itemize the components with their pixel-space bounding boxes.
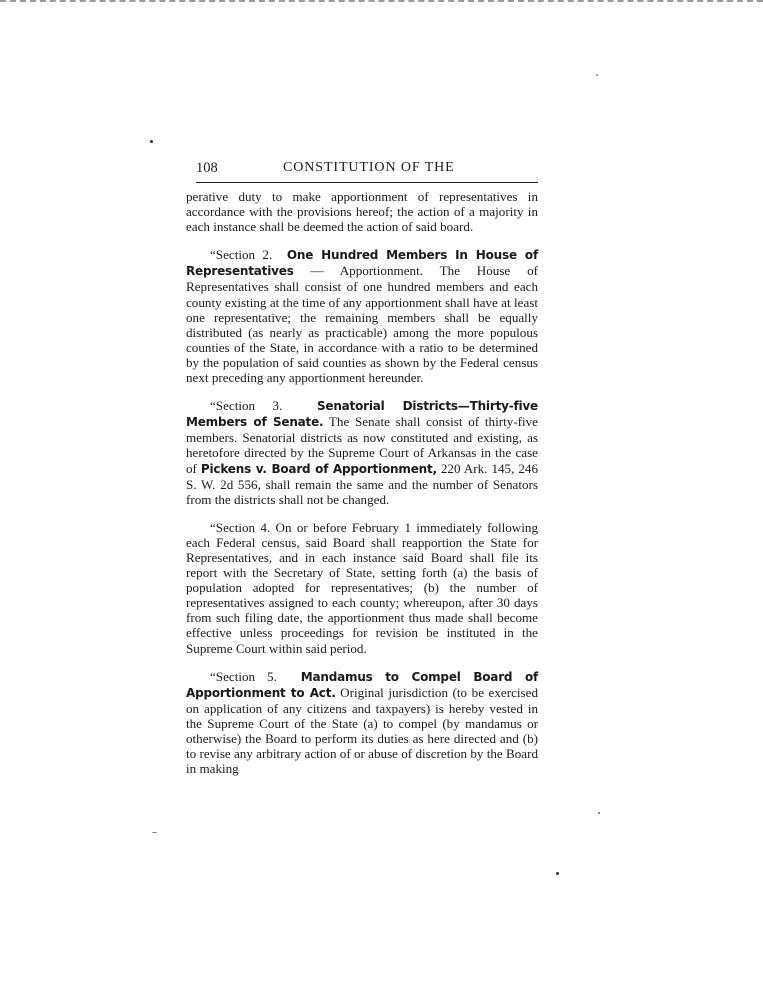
section-heading: Senatorial Districts—Thirty-five Members of Senate.: [186, 399, 538, 430]
section-lead: “Section 5.: [210, 668, 277, 684]
section-lead: “Section 3.: [210, 398, 283, 414]
paragraph-continuation: [186, 189, 538, 234]
section-text: 220 Ark. 145, 246 S. W. 2d 556, shall remain the same and the number of Senators from the districts shall not be changed.: [186, 460, 539, 507]
section-text: — Apportionment. The House of Representatives shall consist of one hundred members and each county existing at the time of any apportionment shall have at least one representative; the remaining members shall be equally distributed (as nearly as practicable) among the more populous counties of the State, in accordance with a ratio to be determined by the population of said counties as shown by the Federal census next preceding any apportionment hereunder.: [186, 263, 538, 386]
scan-speck: [150, 140, 153, 143]
section-text: Original jurisdiction (to be exercised on application of any citizens and taxpayers) is hereby vested in the Supreme Court of the State (a) to compel (by mandamus or otherwise) the Board to perform its duties as here directed and (b) to revise any arbitrary action of or abuse of discretion by the Board in making: [186, 684, 538, 777]
scan-speck: [556, 872, 559, 875]
scan-top-border: [0, 0, 763, 2]
section-3-paragraph: [186, 398, 538, 507]
scan-speck: [152, 832, 157, 833]
section-2-paragraph: [186, 247, 538, 385]
section-5-paragraph: [186, 669, 538, 777]
section-heading: One Hundred Members In House of Representatives: [186, 248, 538, 279]
section-4-paragraph: [186, 520, 538, 656]
scan-speck: [598, 812, 600, 814]
running-head: CONSTITUTION OF THE: [283, 160, 455, 175]
section-text: “Section 4. On or before February 1 immediately following each Federal census, said Board shall reapportion the State for Representatives, and in each instance said Board shall file its report with the Secretary of State, setting forth (a) the basis of population adopted for representatives; (b) the number of representatives assigned to each county; whereupon, after 30 days from such filing date, the apportionment thus made shall become effective unless proceedings for revision be instituted in the Supreme Court within said period.: [186, 519, 538, 656]
section-lead: “Section 2.: [210, 247, 273, 263]
case-citation: Pickens v. Board of Apportionment,: [200, 461, 437, 476]
scan-speck: [596, 74, 598, 76]
page-header: [196, 158, 538, 183]
section-heading: Mandamus to Compel Board of Apportionment to Act.: [186, 669, 539, 700]
page-body: [186, 189, 538, 789]
page-number: 108: [196, 160, 218, 176]
paragraph-text: perative duty to make apportionment of representatives in accordance with the provisions hereof; the action of a majority in each instance shall be deemed the action of said board.: [186, 189, 538, 235]
section-text: The Senate shall consist of thirty-five members. Senatorial districts as now constituted and existing, as heretofore directed by the Supreme Court of Arkansas in the case of: [186, 414, 538, 476]
